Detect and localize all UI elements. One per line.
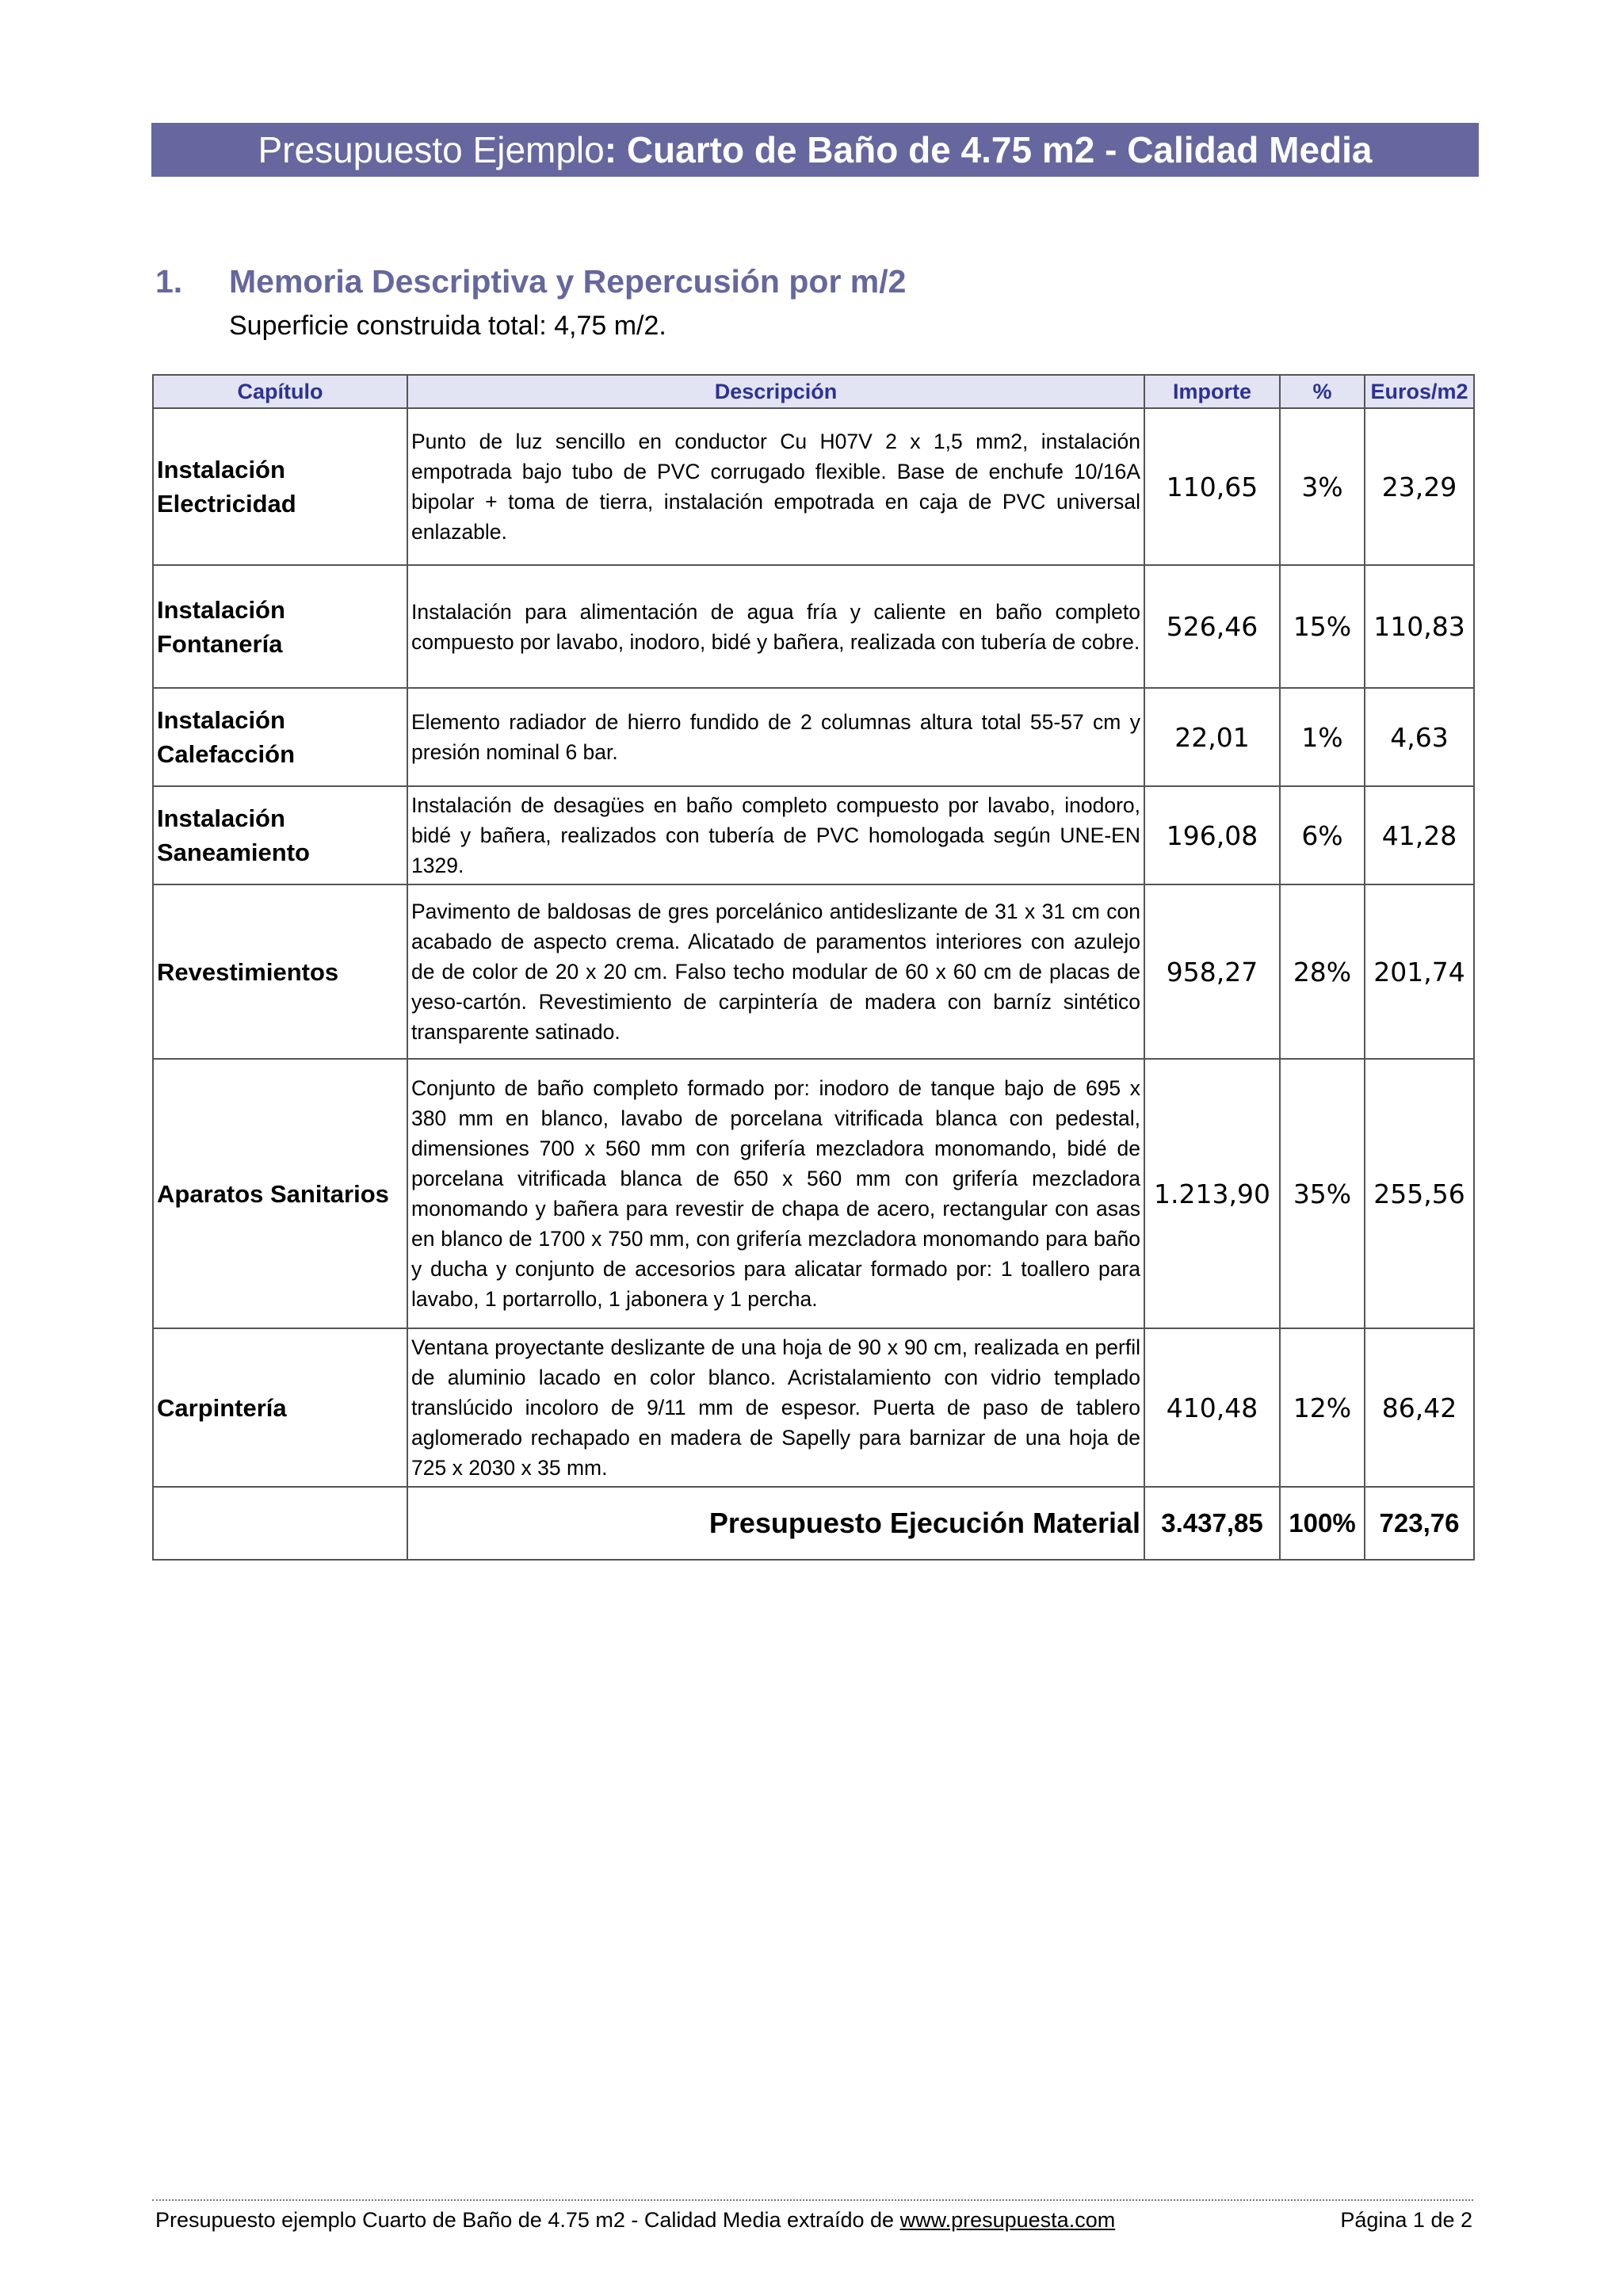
total-euros-m2: 723,76 [1365, 1487, 1474, 1560]
row-importe: 1.213,90 [1144, 1059, 1280, 1328]
row-percent: 12% [1280, 1328, 1365, 1487]
total-percent: 100% [1280, 1487, 1365, 1560]
row-capitulo [153, 786, 407, 884]
total-importe: 3.437,85 [1144, 1487, 1280, 1560]
capitulo-line-2: Electricidad [157, 490, 296, 518]
footer-divider [152, 2199, 1473, 2201]
capitulo-line-2: Saneamiento [157, 839, 310, 866]
total-label: Presupuesto Ejecución Material [407, 1487, 1144, 1560]
table-header-row [153, 375, 1474, 408]
capitulo-line-1: Instalación [157, 595, 285, 624]
table-row [153, 1059, 1474, 1328]
row-importe: 410,48 [1144, 1328, 1280, 1487]
row-euros-m2: 4,63 [1365, 688, 1474, 786]
capitulo-line-1: Instalación [157, 706, 285, 734]
row-descripcion: Elemento radiador de hierro fundido de 2 columnas altura total 55-57 cm y presión nominal 6 bar. [407, 688, 1144, 786]
row-capitulo [153, 565, 407, 688]
row-capitulo [153, 408, 407, 565]
header-euros-m2: Euros/m2 [1365, 375, 1474, 408]
row-euros-m2: 201,74 [1365, 884, 1474, 1059]
table-row [153, 408, 1474, 565]
row-importe: 110,65 [1144, 408, 1280, 565]
row-percent: 6% [1280, 786, 1365, 884]
table-row [153, 565, 1474, 688]
row-descripcion: Instalación de desagües en baño completo compuesto por lavabo, inodoro, bidé y bañera, realizados con tubería de PVC homologada según UNE-EN 1329. [407, 786, 1144, 884]
row-percent: 28% [1280, 884, 1365, 1059]
section-title: Memoria Descriptiva y Repercusión por m/2 [229, 263, 907, 300]
row-percent: 3% [1280, 408, 1365, 565]
row-descripcion: Pavimento de baldosas de gres porcelánico antideslizante de 31 x 31 cm con acabado de aspecto crema. Alicatado de paramentos interiores con azulejo de de color de 20 x 20 cm. Falso techo modular de 60 x 60 cm de placas de yeso-cartón. Revestimiento de carpintería de madera con barníz sintético transparente satinado. [407, 884, 1144, 1059]
page-number: Página 1 de 2 [1340, 2208, 1472, 2232]
title-prefix: Presupuesto Ejemplo [258, 129, 605, 170]
row-importe: 22,01 [1144, 688, 1280, 786]
footer-source-text: Presupuesto ejemplo Cuarto de Baño de 4.75 m2 - Calidad Media extraído de [155, 2208, 900, 2232]
header-percent: % [1280, 375, 1365, 408]
row-capitulo [153, 688, 407, 786]
table-row [153, 884, 1474, 1059]
table-row [153, 786, 1474, 884]
capitulo-line-2: Calefacción [157, 740, 296, 768]
capitulo-line-1: Instalación [157, 804, 285, 832]
row-euros-m2: 255,56 [1365, 1059, 1474, 1328]
row-importe: 958,27 [1144, 884, 1280, 1059]
row-descripcion: Punto de luz sencillo en conductor Cu H07V 2 x 1,5 mm2, instalación empotrada bajo tubo de PVC corrugado flexible. Base de enchufe 10/16A bipolar + toma de tierra, instalación empotrada en caja de PVC universal enlazable. [407, 408, 1144, 565]
table-row [153, 1328, 1474, 1487]
table-row [153, 688, 1474, 786]
row-percent: 1% [1280, 688, 1365, 786]
row-euros-m2: 86,42 [1365, 1328, 1474, 1487]
total-empty-cell [153, 1487, 407, 1560]
section-subtitle: Superficie construida total: 4,75 m/2. [229, 311, 666, 341]
row-percent: 15% [1280, 565, 1365, 688]
row-euros-m2: 110,83 [1365, 565, 1474, 688]
capitulo-line-1: Instalación [157, 456, 285, 483]
row-capitulo: Revestimientos [153, 884, 407, 1059]
section-heading [155, 263, 906, 300]
row-euros-m2: 23,29 [1365, 408, 1474, 565]
row-descripcion: Conjunto de baño completo formado por: inodoro de tanque bajo de 695 x 380 mm en blanco, lavabo de porcelana vitrificada blanca con pedestal, dimensiones 700 x 560 mm con grifería mezcladora monomando, bidé de porcelana vitrificada blanca de 650 x 560 mm con grifería mezcladora monomando y bañera para revestir de chapa de acero, rectangular con asas en blanco de 1700 x 750 mm, con grifería mezcladora monomando para baño y ducha y conjunto de accesorios para alicatar formado por: 1 toallero para lavabo, 1 portarrollo, 1 jabonera y 1 percha. [407, 1059, 1144, 1328]
total-row [153, 1487, 1474, 1560]
row-descripcion: Instalación para alimentación de agua fría y caliente en baño completo compuesto por lavabo, inodoro, bidé y bañera, realizada con tubería de cobre. [407, 565, 1144, 688]
row-capitulo: Aparatos Sanitarios [153, 1059, 407, 1328]
header-importe: Importe [1144, 375, 1280, 408]
title-main: : Cuarto de Baño de 4.75 m2 - Calidad Media [604, 129, 1373, 170]
footer-link[interactable]: www.presupuesta.com [899, 2208, 1116, 2232]
row-capitulo: Carpintería [153, 1328, 407, 1487]
row-descripcion: Ventana proyectante deslizante de una hoja de 90 x 90 cm, realizada en perfil de aluminio lacado en color blanco. Acristalamiento con vidrio templado translúcido incoloro de 9/11 mm de espesor. Puerta de paso de tablero aglomerado rechapado en madera de Sapelly para barnizar de una hoja de 725 x 2030 x 35 mm. [407, 1328, 1144, 1487]
footer-text [155, 2208, 1115, 2233]
row-euros-m2: 41,28 [1365, 786, 1474, 884]
section-number: 1. [155, 263, 183, 300]
header-capitulo: Capítulo [153, 375, 407, 408]
header-descripcion: Descripción [407, 375, 1144, 408]
budget-table [152, 374, 1475, 1561]
page-title-banner [151, 123, 1479, 177]
row-percent: 35% [1280, 1059, 1365, 1328]
capitulo-line-2: Fontanería [157, 629, 283, 658]
row-importe: 196,08 [1144, 786, 1280, 884]
row-importe: 526,46 [1144, 565, 1280, 688]
